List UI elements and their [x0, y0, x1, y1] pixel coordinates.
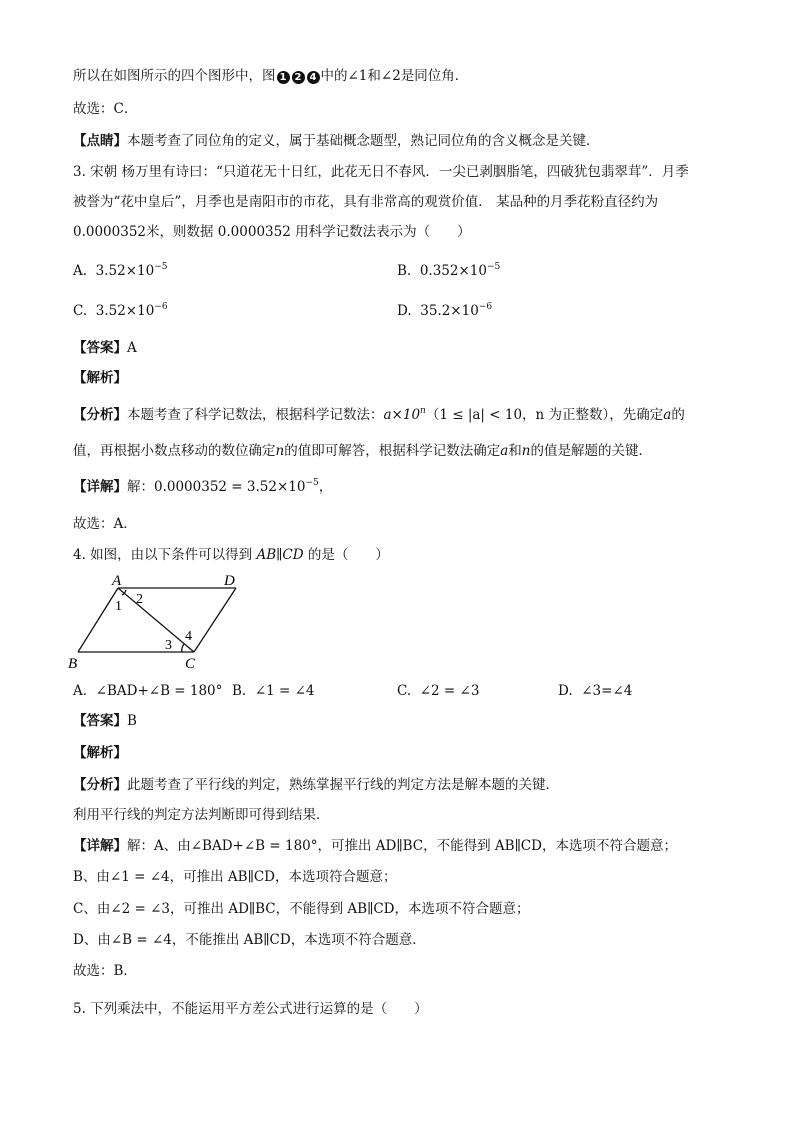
- vertex-label-a: A: [112, 573, 122, 589]
- q4-analysis-tag: 【解析】: [73, 745, 127, 761]
- q4-detail2: B、由∠1 = ∠4，可推出 AB∥CD，本选项符合题意；: [73, 869, 397, 885]
- fenxi-range: （1 ≤ |a| < 10，n 为正整数），先确定: [425, 407, 664, 423]
- q4-stem-text: 4. 如图，由以下条件可以得到: [73, 547, 253, 563]
- option-text: ∠1 = ∠4: [254, 683, 315, 699]
- intro-line: [73, 66, 468, 86]
- angle-label-2: 2: [136, 592, 143, 607]
- q4-fenxi2: 利用平行线的判定方法判断即可得到结果．: [73, 807, 330, 823]
- detail-tag: 【详解】: [73, 838, 127, 854]
- q4-option-c: [397, 681, 479, 701]
- answer-value: B: [127, 713, 137, 729]
- option-exp: −6: [154, 302, 168, 312]
- detail-tag: 【详解】: [73, 479, 127, 495]
- detail-exp: −5: [305, 478, 319, 488]
- q3-option-b: [397, 261, 500, 281]
- q4-detail4: D、由∠B = ∠4，不能推出 AB∥CD，本选项不符合题意．: [73, 932, 426, 948]
- fenxi-text: 此题考查了平行线的判定，熟练掌握平行线的判定方法是解本题的关键．: [127, 777, 559, 793]
- q4-stem-end: 的是（ ）: [307, 547, 389, 563]
- intro-text-a: 所以在如图所示的四个图形中，图: [73, 68, 276, 84]
- option-letter: D.: [397, 303, 412, 319]
- fenxi-n: n: [521, 443, 531, 459]
- q3-stem-line2: 被誉为“花中皇后”，月季也是南阳市的市花，具有非常高的观赏价值． 某品种的月季花粉直径约为: [73, 194, 659, 210]
- q5-stem: 5. 下列乘法中，不能运用平方差公式进行运算的是（ ）: [73, 1001, 428, 1017]
- option-base: 3.52×10: [95, 263, 155, 279]
- angle-label-4: 4: [185, 629, 192, 644]
- q4-answer: [73, 711, 137, 731]
- q3-analysis-tag: 【解析】: [73, 370, 127, 386]
- q4-fenxi: [73, 775, 559, 795]
- option-text: ∠3=∠4: [581, 683, 633, 699]
- option-exp: −5: [486, 262, 501, 272]
- answer-tag: 【答案】: [73, 340, 127, 356]
- q3-fenxi-line2: [73, 441, 652, 461]
- q3-fenxi-line1: [73, 405, 685, 425]
- option-exp: −6: [478, 302, 493, 312]
- detail-end: ，: [318, 479, 333, 495]
- fenxi-line2c: 和: [508, 443, 522, 459]
- option-letter: C.: [73, 303, 88, 319]
- q3-answer: [73, 338, 137, 358]
- intro-note: [73, 131, 600, 151]
- option-letter: B.: [232, 683, 247, 699]
- detail-text: 解：0.0000352 = 3.52×10: [127, 479, 306, 495]
- option-letter: C.: [397, 683, 412, 699]
- circled-number: 2: [292, 71, 305, 84]
- q3-option-a: [73, 261, 167, 281]
- fenxi-tag: 【分析】: [73, 407, 127, 423]
- vertex-label-c: C: [185, 656, 196, 672]
- q4-option-b: [232, 681, 315, 701]
- option-text: ∠BAD+∠B = 180°: [95, 683, 223, 699]
- q3-stem-line3: 0.0000352米，则数据 0.0000352 用科学记数法表示为（ ）: [73, 224, 471, 240]
- fenxi-n: n: [275, 443, 285, 459]
- q4-detail3: C、由∠2 = ∠3，可推出 AD∥BC，不能得到 AB∥CD，本选项不符合题意；: [73, 901, 530, 917]
- fenxi-var: a: [500, 443, 509, 459]
- circled-number: 4: [307, 71, 320, 84]
- option-base: 0.352×10: [419, 263, 487, 279]
- option-letter: A.: [73, 683, 88, 699]
- q4-option-d: [558, 681, 632, 701]
- q4-detail1: [73, 836, 677, 856]
- q3-detail: [73, 477, 332, 497]
- fenxi-line2b: 的值即可解答，根据科学记数法确定: [284, 443, 501, 459]
- fenxi-var: a: [663, 407, 672, 423]
- fenxi-line2d: 的值是解题的关键．: [530, 443, 652, 459]
- option-base: 3.52×10: [95, 303, 155, 319]
- q4-stem-math: AB∥CD: [256, 547, 304, 563]
- q3-stem-line1: 3. 宋朝 杨万里有诗曰：“只道花无十日红，此花无日不春风．一尖已剥胭脂笔，四破犹包翡翠茸”．月季: [73, 164, 689, 180]
- option-text: ∠2 = ∠3: [419, 683, 480, 699]
- fenxi-exp: n: [420, 406, 426, 416]
- option-base: 35.2×10: [420, 303, 479, 319]
- note-text: 本题考查了同位角的定义，属于基础概念题型，熟记同位角的含义概念是关键．: [127, 133, 600, 149]
- q4-option-a: [73, 681, 222, 701]
- angle-label-1: 1: [115, 599, 122, 614]
- fenxi-formula: a×10: [383, 407, 421, 423]
- q3-option-d: [397, 301, 492, 321]
- option-letter: B.: [397, 263, 412, 279]
- angle-label-3: 3: [165, 638, 172, 653]
- q3-option-c: [73, 301, 168, 321]
- q4-stem: [73, 545, 389, 565]
- option-exp: −5: [154, 262, 168, 272]
- q4-choice: 故选：B．: [73, 963, 137, 979]
- option-letter: D.: [558, 683, 573, 699]
- option-letter: A.: [73, 263, 88, 279]
- note-tag: 【点睛】: [73, 133, 127, 149]
- answer-value: A: [127, 340, 137, 356]
- fenxi-line2a: 值，再根据小数点移动的数位确定: [73, 443, 276, 459]
- circled-number: 1: [277, 71, 290, 84]
- vertex-label-d: D: [224, 573, 235, 589]
- vertex-label-b: B: [68, 656, 78, 672]
- fenxi-end: 的: [671, 407, 685, 423]
- parallelogram-figure: [66, 570, 256, 674]
- fenxi-text: 本题考查了科学记数法，根据科学记数法：: [127, 407, 384, 423]
- answer-tag: 【答案】: [73, 713, 127, 729]
- q3-choice: 故选：A．: [73, 516, 137, 532]
- detail-text: 解：A、由∠BAD+∠B = 180°，可推出 AD∥BC，不能得到 AB∥CD，本选项不符合题意；: [127, 838, 677, 854]
- fenxi-tag: 【分析】: [73, 777, 127, 793]
- intro-choice: 故选：C．: [73, 101, 138, 117]
- intro-text-b: 中的∠1和∠2是同位角．: [320, 68, 469, 84]
